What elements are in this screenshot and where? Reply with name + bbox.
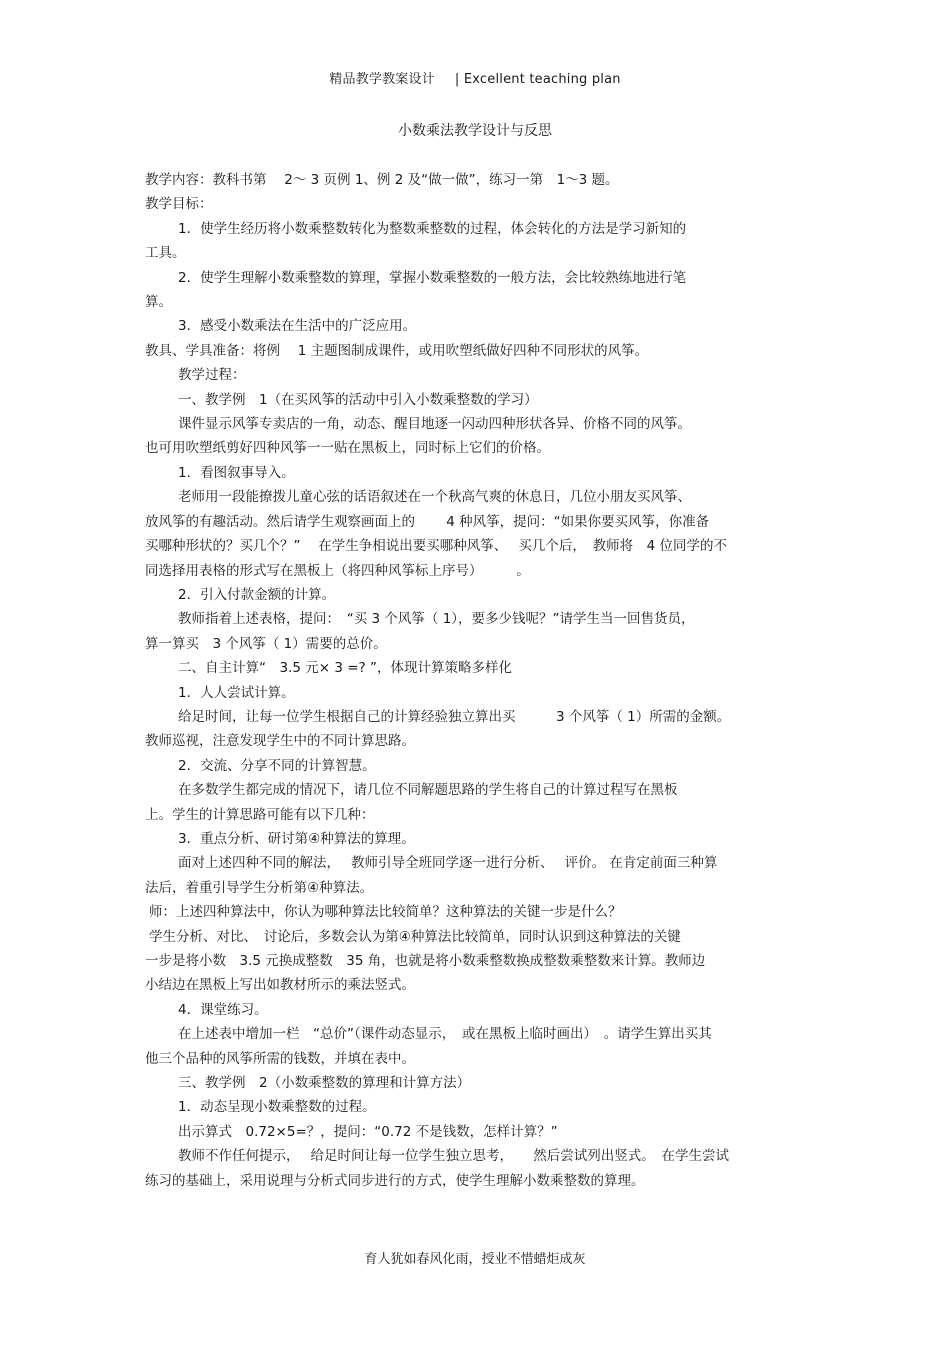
text-line: 法后，着重引导学生分析第④种算法。	[145, 879, 374, 896]
text-line: 教学目标：	[145, 196, 213, 213]
text-line: 三、教学例 2（小数乘整数的算理和计算方法）	[178, 1075, 471, 1092]
text-line: 面对上述四种不同的解法， 教师引导全班同学逐一进行分析、 评价。 在肯定前面三种算	[178, 855, 718, 872]
text-line: 上。学生的计算思路可能有以下几种：	[145, 806, 375, 823]
text-line: 学生分析、对比、 讨论后，多数会认为第④种算法比较简单，同时认识到这种算法的关键	[149, 928, 681, 945]
text-line: 1．看图叙事导入。	[178, 464, 295, 481]
text-line: 教具、学具准备：将例 1 主题图制成课件，或用吹塑纸做好四种不同形状的风筝。	[145, 342, 649, 359]
document-title: 小数乘法教学设计与反思	[398, 123, 552, 139]
text-line: 在多数学生都完成的情况下，请几位不同解题思路的学生将自己的计算过程写在黑板	[178, 782, 678, 799]
page-footer: 育人犹如春风化雨，授业不惜蜡炬成灰	[364, 1252, 586, 1267]
text-line: 教师不作任何提示， 给足时间让每一位学生独立思考， 然后尝试列出竖式。 在学生尝试	[178, 1148, 730, 1165]
text-line: 在上述表中增加一栏 “总价”（课件动态显示， 或在黑板上临时画出） 。请学生算出买其	[178, 1026, 712, 1043]
text-line: 一步是将小数 3.5 元换成整数 35 角，也就是将小数乘整数换成整数乘整数来计算。教师边	[145, 953, 706, 969]
text-line: 放风筝的有趣活动。然后请学生观察画面上的 4 种风筝，提问：“如果你要买风筝，你准备	[145, 513, 710, 530]
text-line: 同选择用表格的形式写在黑板上（将四种风筝标上序号） 。	[145, 562, 530, 579]
text-line: 教学内容：教科书第 2～ 3 页例 1、例 2 及“做一做”，练习一第 1～3 题。	[145, 172, 619, 188]
text-line: 小结边在黑板上写出如教材所示的乘法竖式。	[145, 977, 415, 994]
text-line: 买哪种形状的？买几个？” 在学生争相说出要买哪种风筝、 买几个后， 教师将 4 位同学的不	[145, 538, 727, 555]
header-english-text: | Excellent teaching plan	[454, 72, 621, 87]
text-line: 师：上述四种算法中，你认为哪种算法比较简单？这种算法的关键一步是什么？	[149, 904, 622, 921]
text-line: 1．使学生经历将小数乘整数转化为整数乘整数的过程，体会转化的方法是学习新知的	[178, 220, 687, 237]
text-line: 2．交流、分享不同的计算智慧。	[178, 757, 376, 774]
text-line: 3．重点分析、研讨第④种算法的算理。	[178, 830, 415, 847]
document-body	[145, 168, 810, 1193]
text-line: 1．动态呈现小数乘整数的过程。	[178, 1099, 376, 1116]
page-header	[0, 68, 950, 87]
text-line: 给足时间，让每一位学生根据自己的计算经验独立算出买 3 个风筝（ 1）所需的金额。	[178, 708, 731, 725]
text-line: 2．使学生理解小数乘整数的算理，掌握小数乘整数的一般方法，会比较熟练地进行笔	[178, 269, 687, 286]
header-chinese-text: 精品教学教案设计	[329, 72, 435, 87]
text-line: 也可用吹塑纸剪好四种风筝一一贴在黑板上，同时标上它们的价格。	[145, 440, 550, 457]
text-line: 老师用一段能撩拨儿童心弦的话语叙述在一个秋高气爽的休息日，几位小朋友买风筝、	[178, 489, 691, 506]
text-line: 2．引入付款金额的计算。	[178, 586, 336, 603]
text-line: 练习的基础上，采用说理与分析式同步进行的方式，使学生理解小数乘整数的算理。	[145, 1172, 645, 1189]
text-line: 一、教学例 1（在买风筝的活动中引入小数乘整数的学习）	[178, 391, 538, 408]
text-line: 出示算式 0.72×5=？，提问：“0.72 不是钱数，怎样计算？”	[178, 1123, 558, 1140]
text-line: 他三个品种的风筝所需的钱数，并填在表中。	[145, 1050, 415, 1067]
text-line: 4．课堂练习。	[178, 1001, 268, 1018]
text-line: 工具。	[145, 245, 186, 262]
text-line: 教师巡视，注意发现学生中的不同计算思路。	[145, 733, 415, 750]
text-line: 二、自主计算“ 3.5 元× 3 =? ”，体现计算策略多样化	[178, 660, 512, 677]
text-line: 教师指着上述表格，提问： “买 3 个风筝（ 1），要多少钱呢？”请学生当一回售货员，	[178, 611, 695, 628]
text-line: 算一算买 3 个风筝（ 1）需要的总价。	[145, 635, 387, 652]
text-line: 教学过程：	[178, 367, 246, 384]
text-line: 3．感受小数乘法在生活中的广泛应用。	[178, 318, 417, 335]
text-line: 算。	[145, 294, 172, 311]
text-line: 课件显示风筝专卖店的一角，动态、醒目地逐一闪动四种形状各异、价格不同的风筝。	[178, 416, 691, 433]
text-line: 1．人人尝试计算。	[178, 684, 295, 701]
